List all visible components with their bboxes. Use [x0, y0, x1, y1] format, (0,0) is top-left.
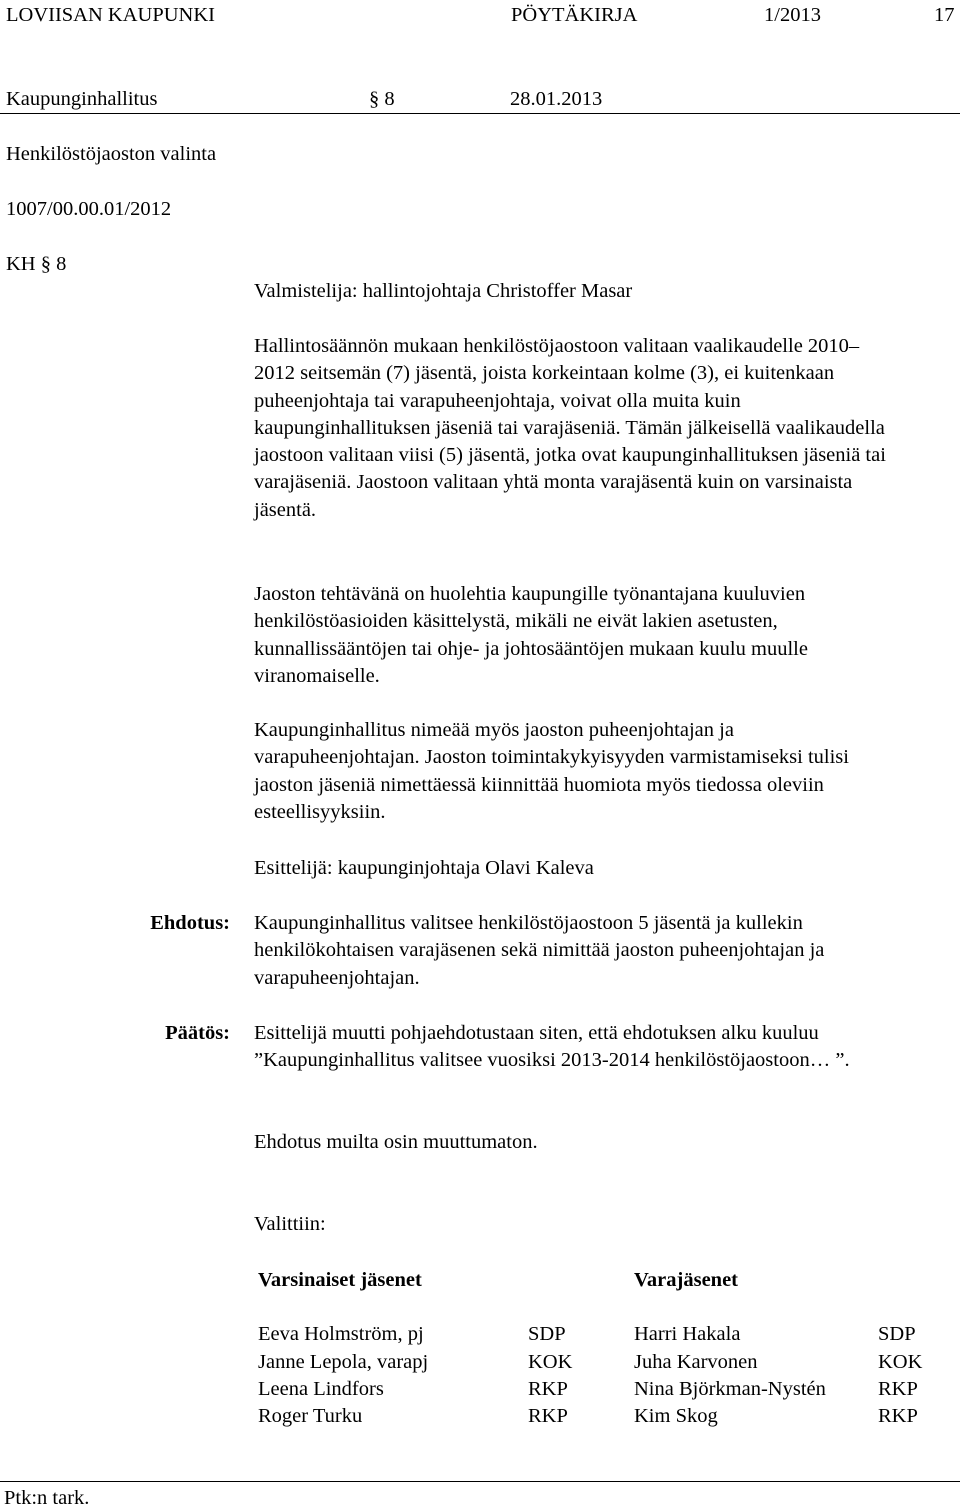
meeting-date: 28.01.2013 — [510, 88, 603, 110]
member-name: Janne Lepola, varapj — [258, 1351, 429, 1373]
decision-text: Esittelijä muutti pohjaehdotustaan siten, että ehdotuksen alku kuuluu ”Kaupunginhallitus valitsee vuosiksi 2013-2014 henkilöstöjaostoon… ”. — [254, 1022, 850, 1072]
header-divider — [0, 113, 960, 114]
header-doc-type: PÖYTÄKIRJA — [511, 4, 638, 26]
proposal-text: Kaupunginhallitus valitsee henkilöstöjaostoon 5 jäsentä ja kullekin henkilökohtaisen varajäsenen sekä nimittää jaoston puheenjohtajan ja varapuheenjohtajan. — [254, 912, 825, 989]
footer-divider — [0, 1481, 960, 1482]
paragraph-chair: Kaupunginhallitus nimeää myös jaoston puheenjohtajan ja varapuheenjohtajan. Jaoston toimintakykyisyyden varmistamiseksi tulisi jaoston jäseniä nimettäessä kiinnittää huomiota myös tiedossa oleviin esteellisyyksiin. — [254, 719, 849, 823]
header-page-number: 17 — [934, 4, 955, 26]
proposal-label: Ehdotus: — [150, 912, 230, 934]
deputy-name: Nina Björkman-Nystén — [634, 1378, 826, 1400]
decision-label: Päätös: — [165, 1022, 230, 1044]
header-org: LOVIISAN KAUPUNKI — [6, 4, 215, 26]
unchanged-note: Ehdotus muilta osin muuttumaton. — [254, 1131, 538, 1153]
kh-section-label: KH § 8 — [6, 253, 67, 275]
preparer-line: Valmistelija: hallintojohtaja Christoffer Masar — [254, 280, 633, 302]
presenter-line: Esittelijä: kaupunginjohtaja Olavi Kaleva — [254, 857, 594, 879]
record-number: 1007/00.00.01/2012 — [6, 198, 172, 220]
member-party: SDP — [528, 1323, 566, 1345]
deputy-party: SDP — [878, 1323, 916, 1345]
deputies-header: Varajäsenet — [634, 1269, 739, 1291]
deputy-name: Kim Skog — [634, 1405, 718, 1427]
member-name: Eeva Holmström, pj — [258, 1323, 424, 1345]
member-name: Leena Lindfors — [258, 1378, 384, 1400]
header-issue: 1/2013 — [764, 4, 821, 26]
item-title: Henkilöstöjaoston valinta — [6, 143, 217, 165]
paragraph-duties: Jaoston tehtävänä on huolehtia kaupungille työnantajana kuuluvien henkilöstöasioiden käsittelystä, mikäli ne eivät lakien asetusten, kunnallissääntöjen tai ohje- ja johtosääntöjen mukaan kuulu muulle viranomaiselle. — [254, 583, 808, 687]
member-party: RKP — [528, 1405, 568, 1427]
deputy-party: RKP — [878, 1405, 918, 1427]
deputy-name: Harri Hakala — [634, 1323, 741, 1345]
elected-label: Valittiin: — [254, 1213, 326, 1235]
deputy-party: RKP — [878, 1378, 918, 1400]
members-header: Varsinaiset jäsenet — [258, 1269, 422, 1291]
member-party: KOK — [528, 1351, 573, 1373]
paragraph-composition: Hallintosäännön mukaan henkilöstöjaostoon valitaan vaalikaudelle 2010–2012 seitsemän (7) jäsentä, joista korkeintaan kolme (3), ei kuitenkaan puheenjohtaja tai varapuheenjohtaja, voivat olla muita kuin kaupunginhallituksen jäseniä tai varajäseniä. Tämän jälkeisellä vaalikaudella jaostoon valitaan viisi (5) jäsentä, jotka ovat kaupunginhallituksen jäseniä tai varajäseniä. Jaostoon valitaan yhtä monta varajäsentä kuin on varsinaista jäsentä. — [254, 335, 886, 521]
footer-note: Ptk:n tark. — [4, 1487, 90, 1509]
deputy-name: Juha Karvonen — [634, 1351, 758, 1373]
member-party: RKP — [528, 1378, 568, 1400]
meeting-section: § 8 — [369, 88, 395, 110]
member-name: Roger Turku — [258, 1405, 363, 1427]
deputy-party: KOK — [878, 1351, 923, 1373]
meeting-body: Kaupunginhallitus — [6, 88, 158, 110]
